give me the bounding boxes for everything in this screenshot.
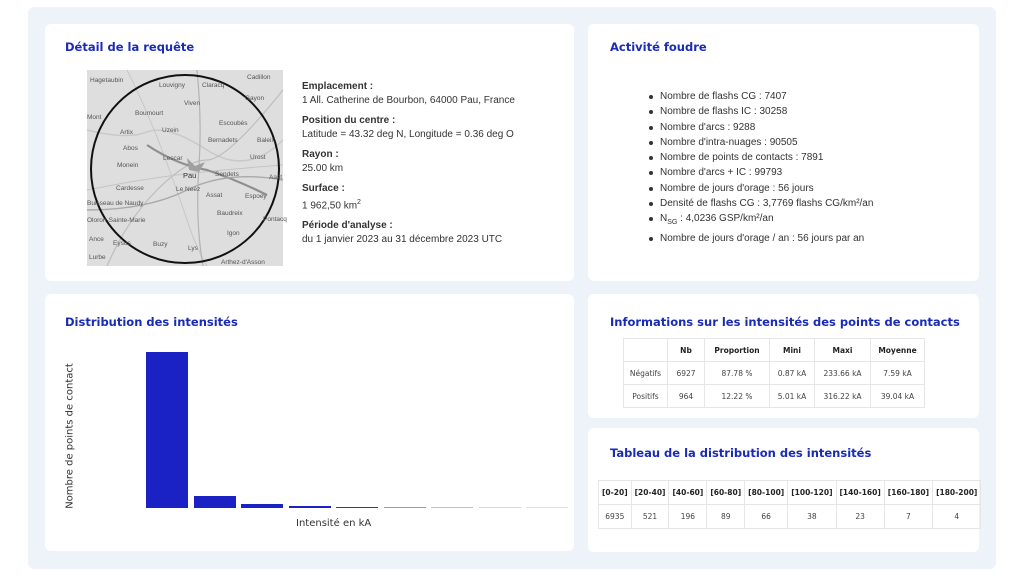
period-label: Période d'analyse : <box>302 220 393 232</box>
map-label: Escoubès <box>219 120 248 127</box>
nsg-symbol: N <box>660 213 668 225</box>
chart-bar <box>146 352 188 508</box>
map-label: Espoey <box>245 193 267 200</box>
table-header-row <box>624 339 925 362</box>
map-label: Oloron-Sainte-Marie <box>87 217 146 224</box>
map-label: Assat <box>206 192 223 199</box>
table-row <box>599 505 981 529</box>
table-header: Proportion <box>705 339 770 362</box>
table-cell: Négatifs <box>624 362 668 385</box>
period-value: du 1 janvier 2023 au 31 décembre 2023 UTC <box>302 234 503 246</box>
table-header: [20-40] <box>631 481 669 505</box>
map-label: Artix <box>120 129 133 136</box>
table-cell: 12.22 % <box>705 385 770 408</box>
table-header-empty <box>624 339 668 362</box>
table-header: [40-60] <box>669 481 707 505</box>
chart-bar <box>336 507 378 508</box>
surface-unit-exponent: 2 <box>357 199 361 206</box>
location-group <box>302 80 572 108</box>
map-label: Mont <box>87 114 102 121</box>
map-label: Lescar <box>163 155 183 162</box>
activity-item: Nombre d'arcs + IC : 99793 <box>648 165 873 180</box>
lightning-activity-title: Activité foudre <box>610 40 707 54</box>
intensity-distribution-card <box>45 294 574 551</box>
table-header: [0-20] <box>599 481 632 505</box>
chart-y-axis-label: Nombre de points de contact <box>64 363 76 509</box>
map-label: Le Neez <box>176 186 201 193</box>
nsg-value: : 4,0236 GSP/km²/an <box>677 213 774 225</box>
map-label: Monein <box>117 162 139 169</box>
table-cell: 87.78 % <box>705 362 770 385</box>
table-row <box>624 385 925 408</box>
map-label: Buisseau de Naudy <box>87 200 144 207</box>
radius-value: 25.00 km <box>302 163 344 174</box>
contact-intensity-info-title: Informations sur les intensités des points de contacts <box>610 315 960 329</box>
map-label: Baleix <box>257 137 275 144</box>
table-header: [80-100] <box>745 481 788 505</box>
contact-intensity-table <box>623 338 925 408</box>
activity-item: Nombre de flashs IC : 30258 <box>648 104 873 119</box>
map-label: Cardesse <box>116 185 144 192</box>
period-group <box>302 219 572 247</box>
map-label: Igon <box>227 230 240 237</box>
table-header: [160-180] <box>884 481 932 505</box>
location-value: 1 All. Catherine de Bourbon, 64000 Pau, France <box>302 95 515 106</box>
table-cell: 233.66 kA <box>815 362 871 385</box>
distribution-table-title: Tableau de la distribution des intensités <box>610 446 872 460</box>
table-cell: 38 <box>788 505 836 529</box>
map-label: Viven <box>184 100 201 107</box>
map-label: Lys <box>188 245 198 252</box>
table-cell: 5.01 kA <box>770 385 815 408</box>
map-label: Cadillon <box>247 74 271 81</box>
surface-value-line <box>302 196 572 213</box>
map-label: Sendets <box>215 171 239 178</box>
table-row <box>624 362 925 385</box>
table-cell: 23 <box>836 505 884 529</box>
map-label: Claracq <box>202 82 225 89</box>
chart-bar <box>194 496 236 508</box>
map-label: Bernadets <box>208 137 238 144</box>
activity-item: Nombre d'intra-nuages : 90505 <box>648 135 873 150</box>
table-header-row <box>599 481 981 505</box>
map-label: Pontacq <box>263 216 287 223</box>
table-cell: 89 <box>707 505 745 529</box>
surface-group <box>302 182 572 213</box>
chart-bar <box>431 507 473 508</box>
center-position-group <box>302 114 572 142</box>
activity-item: Nombre de jours d'orage : 56 jours <box>648 181 873 196</box>
map-label: Arthez-d'Asson <box>221 259 265 266</box>
map-label: Buzy <box>153 241 168 248</box>
surface-label: Surface : <box>302 183 345 194</box>
map-label: Louvigny <box>159 82 186 89</box>
table-header: Maxi <box>815 339 871 362</box>
chart-x-axis-label: Intensité en kA <box>296 518 372 529</box>
table-cell: 316.22 kA <box>815 385 871 408</box>
map-label: Boumourt <box>135 110 164 117</box>
request-detail-card <box>45 24 574 281</box>
activity-item: Nombre d'arcs : 9288 <box>648 120 873 135</box>
table-cell: 521 <box>631 505 669 529</box>
table-cell: 7.59 kA <box>871 362 925 385</box>
chart-bar <box>526 507 568 508</box>
table-cell: 7 <box>884 505 932 529</box>
table-cell: 39.04 kA <box>871 385 925 408</box>
location-label: Emplacement : <box>302 81 374 92</box>
chart-bar <box>289 506 331 508</box>
area-map <box>87 70 287 266</box>
table-header: [140-160] <box>836 481 884 505</box>
map-label: Hagetaubin <box>90 77 124 84</box>
table-cell: 6935 <box>599 505 632 529</box>
table-cell: 66 <box>745 505 788 529</box>
radius-label: Rayon : <box>302 149 339 160</box>
activity-item: Nombre de jours d'orage / an : 56 jours par an <box>648 231 873 246</box>
map-label: Ance <box>89 236 104 243</box>
map-label: Urost <box>250 154 266 161</box>
table-header: [100-120] <box>788 481 836 505</box>
radius-group <box>302 148 572 176</box>
table-header: [60-80] <box>707 481 745 505</box>
activity-item: Nombre de points de contacts : 7891 <box>648 150 873 165</box>
table-cell: 964 <box>668 385 705 408</box>
activity-item: Densité de flashs CG : 3,7769 flashs CG/km²/an <box>648 196 873 211</box>
request-detail-title: Détail de la requête <box>65 40 195 54</box>
table-header: Mini <box>770 339 815 362</box>
lightning-activity-card <box>588 24 979 281</box>
map-label: Aast <box>269 174 283 181</box>
table-cell: Positifs <box>624 385 668 408</box>
map-label: Lurbe <box>89 254 106 261</box>
table-cell: 0.87 kA <box>770 362 815 385</box>
table-cell: 196 <box>669 505 707 529</box>
table-header: Nb <box>668 339 705 362</box>
map-label: Pau <box>183 171 197 180</box>
activity-item: Nombre de flashs CG : 7407 <box>648 89 873 104</box>
map-label: Eysus <box>113 240 131 247</box>
table-cell: 4 <box>933 505 981 529</box>
activity-item-nsg <box>648 211 873 230</box>
intensity-distribution-title: Distribution des intensités <box>65 315 238 329</box>
map-label: Uzein <box>162 127 179 134</box>
center-position-label: Position du centre : <box>302 115 396 126</box>
intensity-distribution-table <box>598 480 981 529</box>
nsg-subscript: SG <box>667 219 678 227</box>
table-header: [180-200] <box>933 481 981 505</box>
chart-bar <box>479 507 521 508</box>
chart-bar <box>384 507 426 508</box>
table-header: Moyenne <box>871 339 925 362</box>
request-info <box>302 80 572 253</box>
surface-value: 1 962,50 km <box>302 200 358 212</box>
chart-bar <box>241 504 283 508</box>
map-label: Baudreix <box>217 210 243 217</box>
map-label: Abos <box>123 145 138 152</box>
map-label: Gayon <box>245 95 265 102</box>
lightning-activity-list <box>648 89 873 246</box>
table-cell: 6927 <box>668 362 705 385</box>
center-position-value: Latitude = 43.32 deg N, Longitude = 0.36 deg O <box>302 129 514 140</box>
